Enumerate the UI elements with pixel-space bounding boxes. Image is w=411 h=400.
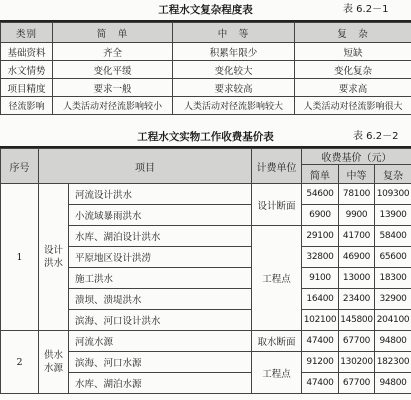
header-item: 项目 <box>39 149 252 184</box>
price-complex: 204100 <box>375 310 411 331</box>
header-medium: 中 等 <box>173 23 295 43</box>
header-unit: 计费单位 <box>252 149 302 184</box>
price-simple: 54600 <box>302 184 339 205</box>
price-medium: 23400 <box>339 289 375 310</box>
group2-unit-a: 取水断面 <box>252 331 302 352</box>
item-name: 平原地区设计洪涝 <box>69 247 252 268</box>
price-medium: 46900 <box>339 247 375 268</box>
table1-number: 表 6.2－1 <box>343 4 389 15</box>
price-table <box>0 148 411 394</box>
item-name: 溃坝、溃堤洪水 <box>69 289 252 310</box>
header-price-group: 收费基价（元） <box>302 149 411 165</box>
group1-name-line2: 洪水 <box>43 258 63 269</box>
price-simple: 47400 <box>302 331 339 352</box>
price-complex: 13900 <box>375 205 411 226</box>
price-complex: 182300 <box>375 352 411 373</box>
group2-unit-b: 工程点 <box>252 352 302 394</box>
group1-unit-a: 设计断面 <box>252 184 302 226</box>
item-name: 滨海、河口水源 <box>69 352 252 373</box>
price-medium: 78100 <box>339 184 375 205</box>
price-medium: 67700 <box>339 331 375 352</box>
item-name: 水库、湖泊水源 <box>69 373 252 394</box>
item-name: 河流设计洪水 <box>69 184 252 205</box>
table2-number: 表 6.2－2 <box>353 131 399 142</box>
table-row <box>1 61 411 79</box>
price-simple: 6900 <box>302 205 339 226</box>
price-complex: 65600 <box>375 247 411 268</box>
cell-medium: 人类活动对径流影响较大 <box>173 97 295 115</box>
price-simple: 47400 <box>302 373 339 394</box>
cell-complex: 变化复杂 <box>295 61 411 79</box>
price-simple: 29100 <box>302 226 339 247</box>
price-medium: 130200 <box>339 352 375 373</box>
price-medium: 67700 <box>339 373 375 394</box>
table-row <box>1 184 411 205</box>
table1-title-row <box>0 3 411 17</box>
price-simple: 32800 <box>302 247 339 268</box>
cell-simple: 齐全 <box>53 43 173 61</box>
group2-name-line2: 水源 <box>43 363 63 374</box>
price-complex: 58400 <box>375 226 411 247</box>
table-row <box>1 331 411 352</box>
price-simple: 16400 <box>302 289 339 310</box>
item-name: 施工洪水 <box>69 268 252 289</box>
item-name: 水库、湖泊设计洪水 <box>69 226 252 247</box>
header-complex: 复 杂 <box>295 23 411 43</box>
price-medium: 13000 <box>339 268 375 289</box>
price-medium: 41700 <box>339 226 375 247</box>
price-simple: 102100 <box>302 310 339 331</box>
group2-name-line1: 供水 <box>43 350 63 361</box>
row-label: 项目精度 <box>1 79 53 97</box>
group2-name <box>39 331 69 394</box>
cell-medium: 要求较高 <box>173 79 295 97</box>
item-name: 滨海、河口设计洪水 <box>69 310 252 331</box>
price-medium: 145800 <box>339 310 375 331</box>
item-name: 小流域暴雨洪水 <box>69 205 252 226</box>
table-row <box>1 43 411 61</box>
cell-medium: 变化较大 <box>173 61 295 79</box>
header-complex: 复杂 <box>375 165 411 184</box>
row-label: 水文情势 <box>1 61 53 79</box>
row-label: 径流影响 <box>1 97 53 115</box>
row-label: 基础资料 <box>1 43 53 61</box>
price-complex: 32900 <box>375 289 411 310</box>
group2-seq: 2 <box>1 331 39 394</box>
table-row <box>1 97 411 115</box>
price-simple: 9100 <box>302 268 339 289</box>
cell-complex: 要求高 <box>295 79 411 97</box>
header-medium: 中等 <box>339 165 375 184</box>
price-medium: 9900 <box>339 205 375 226</box>
price-header-row <box>1 149 411 165</box>
cell-complex: 人类活动对径流影响很大 <box>295 97 411 115</box>
header-category: 类别 <box>1 23 53 43</box>
table1-title: 工程水文复杂程度表 <box>158 4 253 16</box>
table2-title: 工程水文实物工作收费基价表 <box>137 131 274 143</box>
cell-simple: 人类活动对径流影响较小 <box>53 97 173 115</box>
price-complex: 94800 <box>375 331 411 352</box>
complexity-table <box>0 22 411 115</box>
group1-seq: 1 <box>1 184 39 331</box>
cell-simple: 要求一般 <box>53 79 173 97</box>
group1-name-line1: 设计 <box>43 245 63 256</box>
item-name: 河流水源 <box>69 331 252 352</box>
table-row <box>1 79 411 97</box>
complexity-header-row <box>1 23 411 43</box>
cell-complex: 短缺 <box>295 43 411 61</box>
header-simple: 简 单 <box>53 23 173 43</box>
price-simple: 91200 <box>302 352 339 373</box>
price-complex: 94800 <box>375 373 411 394</box>
cell-medium: 积累年限少 <box>173 43 295 61</box>
group1-name <box>39 184 69 331</box>
group1-unit-b: 工程点 <box>252 226 302 331</box>
header-seq: 序号 <box>1 149 39 184</box>
header-simple: 简单 <box>302 165 339 184</box>
price-complex: 18300 <box>375 268 411 289</box>
price-complex: 109300 <box>375 184 411 205</box>
table2-title-row <box>0 130 411 144</box>
cell-simple: 变化平缓 <box>53 61 173 79</box>
